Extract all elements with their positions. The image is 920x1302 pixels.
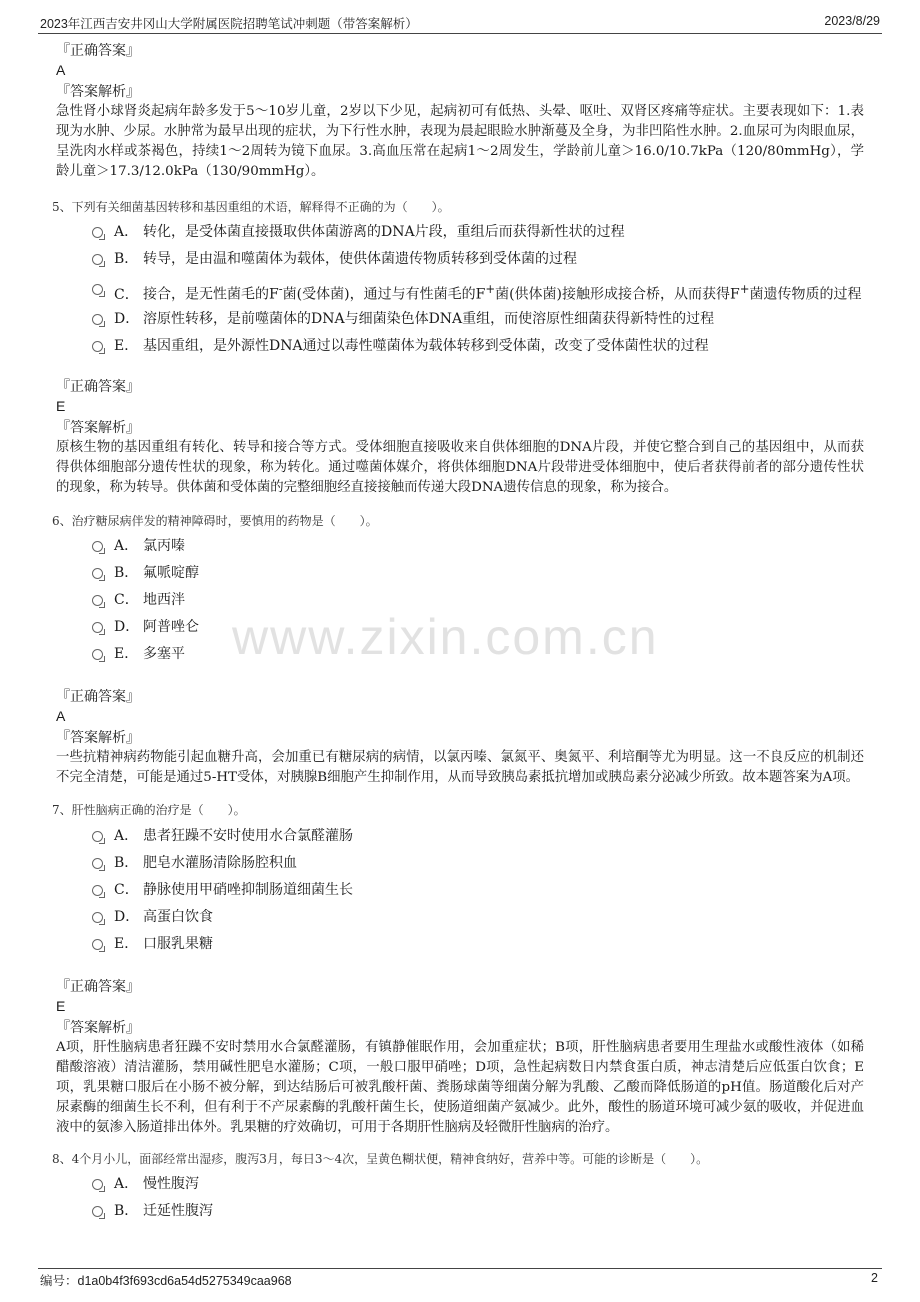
page-number: 2 bbox=[871, 1271, 878, 1285]
explanation-text: 原核生物的基因重组有转化、转导和接合等方式。受体细胞直接吸收来自供体细胞的DNA片段，并使它整合到自己的基因组中，从而获得供体细胞部分遗传性状的现象，称为转化。通过噬菌体媒介，将供体细胞DNA片段带进受体细胞中，使后者获得前者的部分遗传性状的现象，称为转导。供体菌和受体菌的完整细胞经直接接触而传递大段DNA遗传信息的现象，称为接合。 bbox=[56, 439, 864, 495]
option-a[interactable]: A． 氯丙嗪 bbox=[56, 536, 864, 556]
question-stem: 5、下列有关细菌基因转移和基因重组的术语，解释得不正确的为（ ）。 bbox=[52, 200, 450, 214]
option-d[interactable]: D． 溶原性转移，是前噬菌体的DNA与细菌染色体DNA重组，而使溶原性细菌获得新特性的过程 bbox=[56, 309, 864, 329]
radio-icon[interactable] bbox=[92, 912, 103, 923]
correct-answer-label: 『正确答案』 bbox=[56, 978, 140, 995]
explanation-text: A项，肝性脑病患者狂躁不安时禁用水合氯醛灌肠，有镇静催眠作用，会加重症状；B项，肝性脑病患者要用生理盐水或酸性液体（如稀醋酸溶液）清洁灌肠，禁用碱性肥皂水灌肠；C项，一般口服甲硝唑；D项，急性起病数日内禁食蛋白质，神志清楚后应低蛋白饮食；E项，乳果糖口服后在小肠不被分解，到达结肠后可被乳酸杆菌、粪肠球菌等细菌分解为乳酸、乙酸而降低肠道的pH值。肠道酸化后对产尿素酶的细菌生长不利，但有利于不产尿素酶的乳酸杆菌生长，使肠道细菌产氨减少。此外，酸性的肠道环境可减少氨的吸收，并促进血液中的氨渗入肠道排出体外。乳果糖的疗效确切，可用于各期肝性脑病及轻微肝性脑病的治疗。 bbox=[56, 1039, 864, 1135]
radio-icon[interactable] bbox=[92, 885, 103, 896]
question-7 bbox=[52, 801, 864, 1138]
correct-answer: E bbox=[56, 397, 66, 414]
option-b[interactable]: B． 氟哌啶醇 bbox=[56, 563, 864, 583]
correct-answer: A bbox=[56, 62, 66, 78]
option-list bbox=[56, 1174, 864, 1221]
option-a[interactable]: A． 患者狂躁不安时使用水合氯醛灌肠 bbox=[56, 826, 864, 846]
answer-block-7 bbox=[56, 978, 864, 1138]
option-b[interactable]: B． 转导，是由温和噬菌体为载体，使供体菌遗传物质转移到受体菌的过程 bbox=[56, 249, 864, 269]
radio-icon[interactable] bbox=[92, 568, 103, 579]
radio-icon[interactable] bbox=[92, 858, 103, 869]
option-c[interactable]: C． 接合，是无性菌毛的F-菌(受体菌)，通过与有性菌毛的F+菌(供体菌)接触形成接合桥，从而获得F+菌遗传物质的过程 bbox=[56, 279, 864, 306]
radio-icon[interactable] bbox=[92, 314, 103, 325]
document-id: 编号：d1a0b4f3f693cd6a54d5275349caa968 bbox=[40, 1274, 292, 1288]
question-5 bbox=[52, 198, 864, 498]
explanation-text: 急性肾小球肾炎起病年龄多发于5～10岁儿童，2岁以下少见，起病初可有低热、头晕、呕吐、双肾区疼痛等症状。主要表现如下：1.表现为水肿、少尿。水肿常为最早出现的症状，为下行性水肿，表现为晨起眼睑水肿渐蔓及全身，为非凹陷性水肿。2.血尿可为肉眼血尿，呈洗肉水样或茶褐色，持续1～2周转为镜下血尿。3.高血压常在起病1～2周发生，学龄前儿童＞16.0/10.7kPa（120/80mmHg），学龄儿童＞17.3/12.0kPa（130/90mmHg）。 bbox=[56, 104, 864, 179]
option-e[interactable]: E． 多塞平 bbox=[56, 644, 864, 664]
radio-icon[interactable] bbox=[92, 622, 103, 633]
correct-answer: E bbox=[56, 997, 66, 1014]
answer-block-6 bbox=[56, 688, 864, 788]
option-b[interactable]: B． 迁延性腹泻 bbox=[56, 1201, 864, 1221]
radio-icon[interactable] bbox=[92, 831, 103, 842]
option-e[interactable]: E． 基因重组，是外源性DNA通过以毒性噬菌体为载体转移到受体菌，改变了受体菌性状的过程 bbox=[56, 336, 864, 356]
radio-icon[interactable] bbox=[92, 595, 103, 606]
answer-block-4 bbox=[56, 42, 864, 182]
watermark: www.zixin.com.cn bbox=[232, 609, 659, 665]
radio-icon[interactable] bbox=[92, 254, 103, 265]
question-stem: 6、治疗糖尿病伴发的精神障碍时，要慎用的药物是（ ）。 bbox=[52, 513, 378, 528]
document-date: 2023/8/29 bbox=[824, 14, 880, 28]
correct-answer: A bbox=[56, 707, 66, 724]
option-c[interactable]: C． 静脉使用甲硝唑抑制肠道细菌生长 bbox=[56, 880, 864, 900]
answer-block-5 bbox=[56, 378, 864, 498]
question-6 bbox=[52, 512, 864, 788]
radio-icon[interactable] bbox=[92, 1179, 103, 1190]
option-a[interactable]: A． 慢性腹泻 bbox=[56, 1174, 864, 1194]
explanation-label: 『答案解析』 bbox=[56, 419, 140, 436]
document-title: 2023年江西吉安井冈山大学附属医院招聘笔试冲刺题（带答案解析） bbox=[40, 17, 418, 31]
option-list bbox=[56, 826, 864, 954]
explanation-label: 『答案解析』 bbox=[56, 84, 140, 100]
explanation-label: 『答案解析』 bbox=[56, 729, 140, 746]
option-c[interactable]: C． 地西泮 bbox=[56, 590, 864, 610]
option-d[interactable]: D． 高蛋白饮食 bbox=[56, 907, 864, 927]
footer-divider bbox=[38, 1268, 882, 1269]
correct-answer-label: 『正确答案』 bbox=[56, 688, 140, 705]
correct-answer-label: 『正确答案』 bbox=[56, 378, 140, 395]
radio-icon[interactable] bbox=[92, 227, 103, 238]
radio-icon[interactable] bbox=[92, 1206, 103, 1217]
page-footer bbox=[40, 1271, 880, 1289]
option-d[interactable]: D． 阿普唑仑 bbox=[56, 617, 864, 637]
radio-icon[interactable] bbox=[92, 341, 103, 352]
radio-icon[interactable] bbox=[92, 541, 103, 552]
option-a[interactable]: A． 转化，是受体菌直接摄取供体菌游离的DNA片段，重组后而获得新性状的过程 bbox=[56, 222, 864, 242]
page-content bbox=[52, 42, 864, 1221]
option-list bbox=[56, 536, 864, 664]
explanation-label: 『答案解析』 bbox=[56, 1019, 140, 1036]
option-list bbox=[56, 222, 864, 356]
radio-icon[interactable] bbox=[92, 939, 103, 950]
radio-icon[interactable] bbox=[92, 649, 103, 660]
question-stem: 8、4个月小儿，面部经常出湿疹，腹泻3月，每日3～4次，呈黄色糊状便，精神食纳好，营养中等。可能的诊断是（ ）。 bbox=[52, 1151, 709, 1166]
correct-answer-label: 『正确答案』 bbox=[56, 43, 140, 59]
option-e[interactable]: E． 口服乳果糖 bbox=[56, 934, 864, 954]
question-8 bbox=[52, 1150, 864, 1221]
explanation-text: 一些抗精神病药物能引起血糖升高，会加重已有糖尿病的病情，以氯丙嗪、氯氮平、奥氮平、利培酮等尤为明显。这一不良反应的机制还不完全清楚，可能是通过5-HT受体，对胰腺B细胞产生抑制作用，从而导致胰岛素抵抗增加或胰岛素分泌减少所致。故本题答案为A项。 bbox=[56, 749, 864, 785]
header-divider bbox=[38, 33, 882, 34]
option-b[interactable]: B． 肥皂水灌肠清除肠腔积血 bbox=[56, 853, 864, 873]
page-header bbox=[38, 12, 882, 32]
radio-icon[interactable] bbox=[92, 284, 103, 295]
question-stem: 7、肝性脑病正确的治疗是（ ）。 bbox=[52, 802, 246, 817]
